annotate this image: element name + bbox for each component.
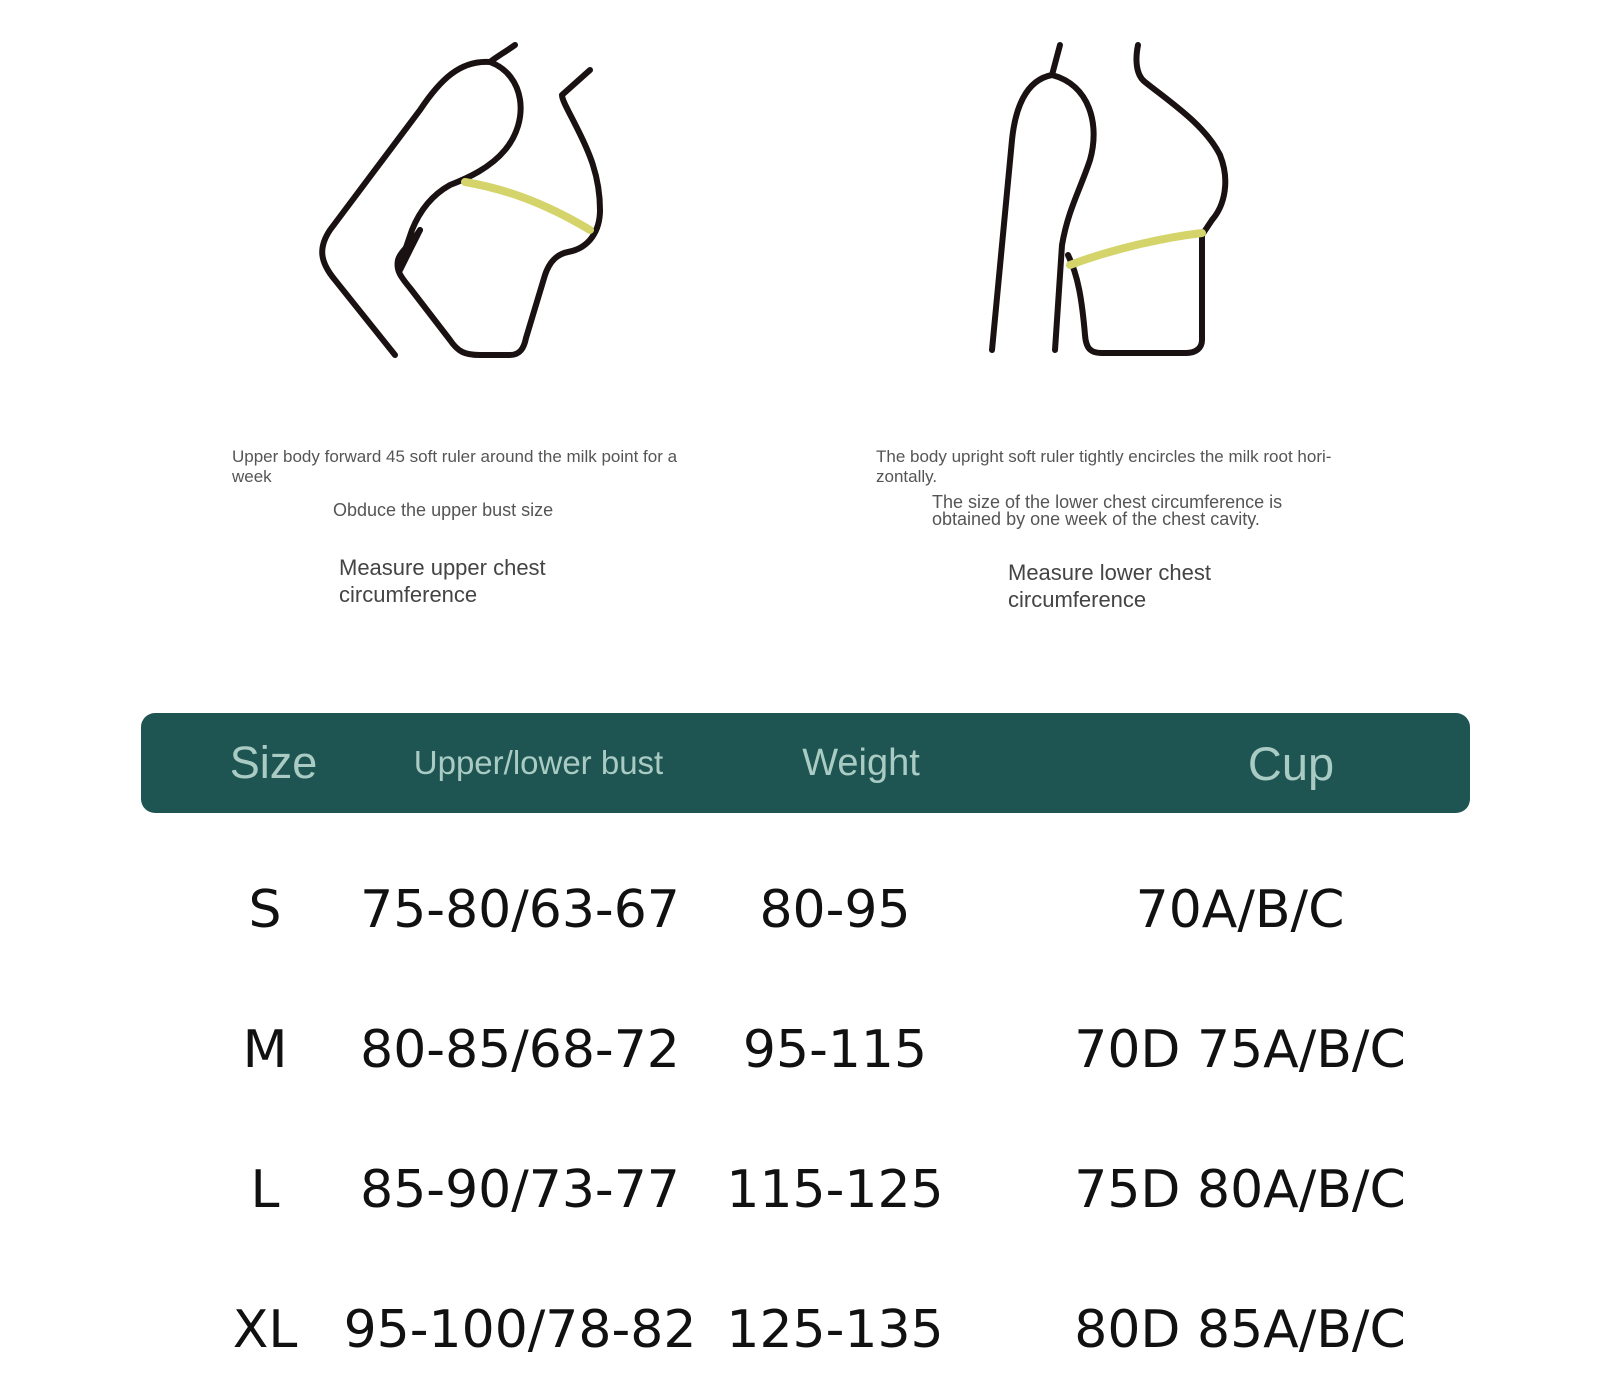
upright-body-icon [940, 30, 1240, 380]
header-cup: Cup [1247, 736, 1335, 790]
lower-measure-instruction: The body upright soft ruler tightly encircles the milk root hori- zontally. [876, 447, 1332, 486]
upright-body-figure [940, 30, 1240, 380]
upper-measure-title: Measure upper chest circumference [339, 555, 546, 607]
header-weight: Weight [802, 741, 920, 784]
cup-cell: 70A/B/C [1135, 880, 1345, 940]
size-cell: XL [232, 1300, 298, 1360]
weight-cell: 95-115 [742, 1020, 928, 1080]
forward-bend-body-figure [300, 30, 630, 380]
weight-cell: 125-135 [726, 1300, 944, 1360]
bust-cell: 85-90/73-77 [360, 1160, 680, 1220]
cup-cell: 70D 75A/B/C [1074, 1020, 1406, 1080]
header-size: Size [229, 737, 318, 788]
forward-bend-body-icon [300, 30, 630, 380]
bust-cell: 75-80/63-67 [360, 880, 680, 940]
upper-measure-result: Obduce the upper bust size [333, 500, 554, 520]
lower-measure-result: The size of the lower chest circumference is obtained by one week of the chest cavity. [932, 492, 1283, 529]
cup-cell: 75D 80A/B/C [1074, 1160, 1406, 1220]
size-table-header [141, 713, 1470, 813]
header-bust: Upper/lower bust [413, 744, 664, 781]
weight-cell: 80-95 [759, 880, 911, 940]
bust-cell: 80-85/68-72 [360, 1020, 680, 1080]
table-row [0, 1285, 1600, 1375]
upper-measure-instruction: Upper body forward 45 soft ruler around the milk point for a week [232, 447, 678, 486]
table-row [0, 1005, 1600, 1095]
size-cell: L [250, 1160, 280, 1220]
bust-cell: 95-100/78-82 [343, 1300, 697, 1360]
table-row [0, 865, 1600, 955]
size-cell: S [248, 880, 282, 940]
lower-measure-title: Measure lower chest circumference [1008, 560, 1211, 612]
cup-cell: 80D 85A/B/C [1074, 1300, 1406, 1360]
size-cell: M [242, 1020, 288, 1080]
weight-cell: 115-125 [726, 1160, 944, 1220]
table-row [0, 1145, 1600, 1235]
